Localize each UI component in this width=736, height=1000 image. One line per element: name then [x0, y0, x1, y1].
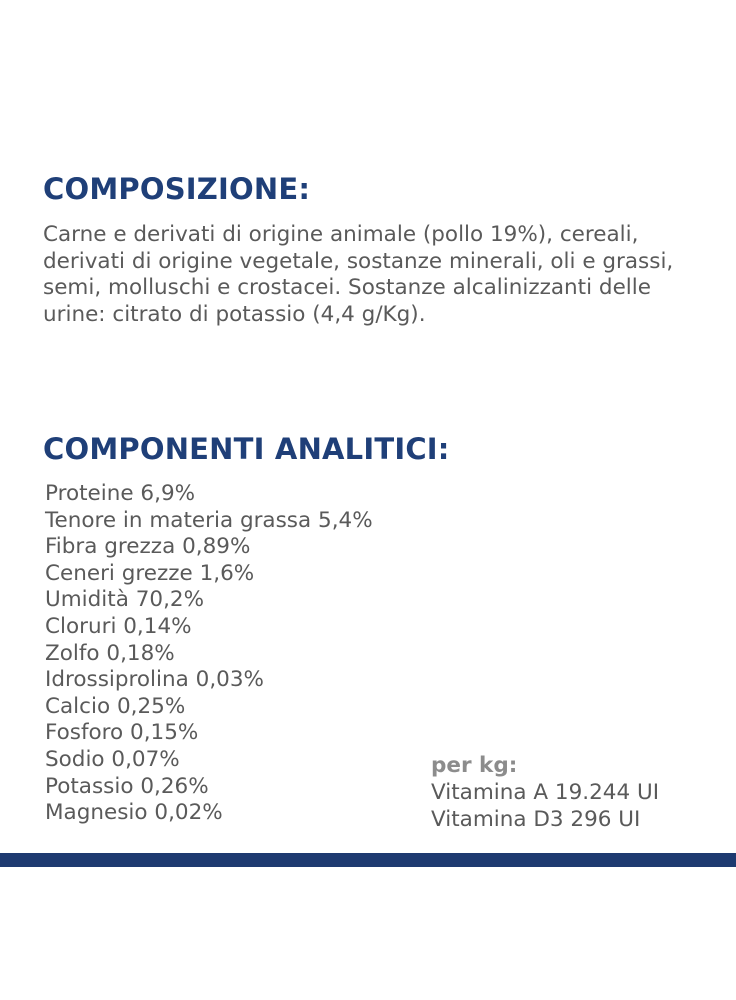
per-kg-title: per kg: [431, 753, 518, 778]
list-item: Zolfo 0,18% [45, 640, 175, 666]
list-item: Cloruri 0,14% [45, 613, 192, 639]
composition-heading: COMPOSIZIONE: [43, 172, 311, 206]
list-item: Fibra grezza 0,89% [45, 534, 251, 560]
composition-text: Carne e derivati di origine animale (pollo 19%), cereali, derivati di origine vegetale, sostanze minerali, oli e grassi, semi, molluschi e crostacei. Sostanze alcalinizzanti delle urine: citrato di potassio (4,4 g/Kg). [43, 222, 674, 327]
list-item: Tenore in materia grassa 5,4% [45, 507, 373, 533]
list-item: Proteine 6,9% [45, 481, 196, 506]
vitamin-d3-value: Vitamina D3 296 UI [431, 807, 641, 832]
vitamin-a-value: Vitamina A 19.244 UI [431, 780, 660, 805]
list-item: Fosforo 0,15% [45, 720, 199, 746]
bottom-divider-bar [0, 853, 736, 867]
list-item: Idrossiprolina 0,03% [45, 667, 264, 693]
list-item: Magnesio 0,02% [45, 800, 223, 826]
list-item: Umidità 70,2% [45, 587, 205, 613]
analytical-components-heading: COMPONENTI ANALITICI: [43, 432, 450, 466]
list-item: Calcio 0,25% [45, 693, 186, 719]
list-item: Ceneri grezze 1,6% [45, 560, 255, 586]
list-item: Potassio 0,26% [45, 773, 209, 799]
per-kg-block [431, 752, 659, 833]
analytical-components-list [45, 481, 373, 827]
list-item: Sodio 0,07% [45, 746, 180, 772]
